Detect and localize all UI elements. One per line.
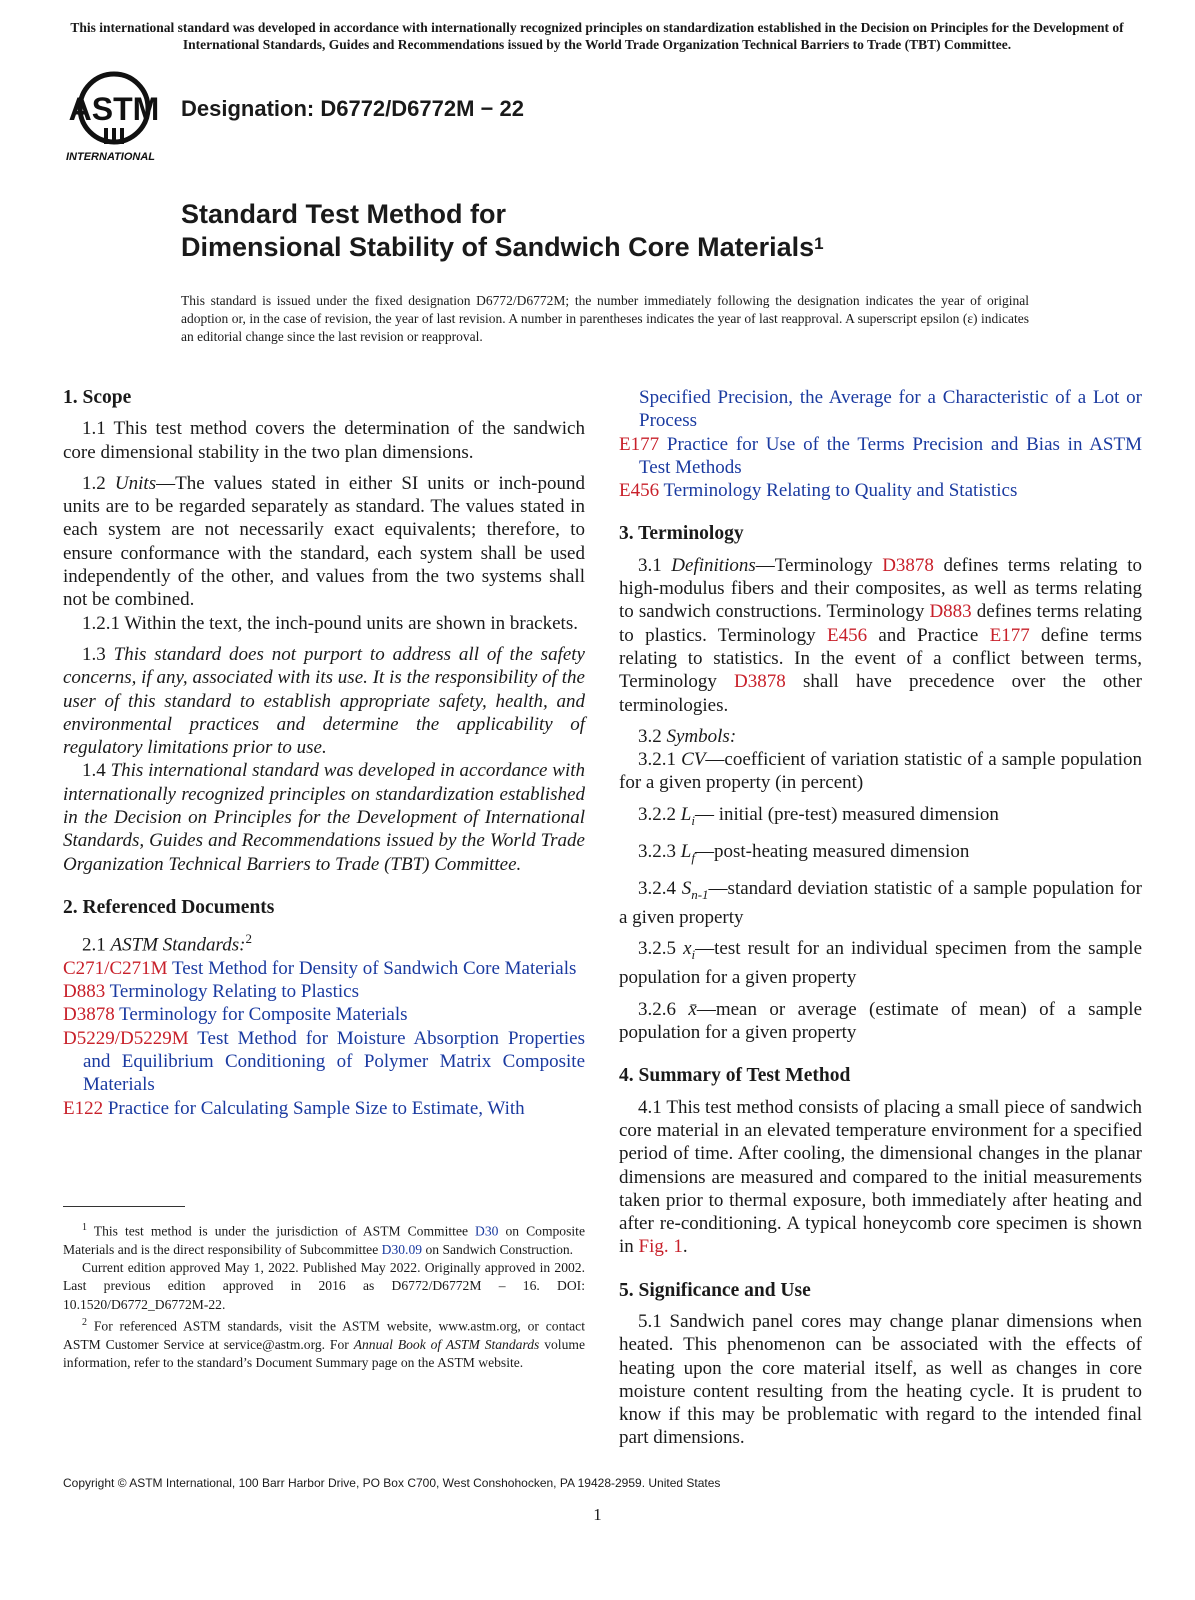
reference-link-continued[interactable]: Specified Precision, the Average for a Characteristic of a Lot or Process — [639, 387, 1142, 432]
link-d3878[interactable]: D3878 — [734, 671, 786, 693]
link-e177[interactable]: E177 — [989, 624, 1030, 646]
document-title — [181, 198, 824, 264]
astm-logo — [66, 70, 166, 166]
page-number: 1 — [593, 1505, 602, 1524]
symbol-lf: 3.2.3 $L_f—post$-heating measured dimension — [638, 840, 970, 865]
para-1-2-1: 1.2.1 Within the text, the inch-pound units are shown in brackets. — [82, 612, 578, 634]
para-3-2: 3.2 Symbols: — [638, 725, 737, 747]
section-heading-terminology: 3. Terminology — [619, 523, 744, 545]
title-line-2: Dimensional Stability of Sandwich Core Materials$^1$ — [181, 232, 824, 262]
symbol-xbar: 3.2.6 x̄—mean or average (estimate of mean) of a sample population for a given property — [619, 998, 1142, 1044]
right-column — [619, 386, 1142, 1450]
designation: Designation: D6772/D6772M − 22 — [181, 96, 524, 121]
symbol-li: 3.2.2 $L_i—$ initial (pre-test) measured dimension — [638, 803, 999, 828]
para-2-1: 2.1 ASTM Standards:$^2$ — [82, 931, 252, 956]
header-notice: This international standard was developed in accordance with internationally recognized principles on standardization established in the Decision on Principles for the Development of International Standards, Guides and Recommendations issued by the World Trade Organization Technical Barriers to Trade (TBT) Committee. — [70, 20, 1124, 52]
footnote-1: $^1$ This test method is under the jurisdiction of ASTM Committee D30 on Composite Materials and is the direct responsibility of Subcommittee D30.09 on Sandwich Construction. — [63, 1222, 585, 1257]
para-3-1: 3.1 Definitions—Terminology D3878 defines terms relating to high-modulus fibers and their composites, as well as terms relating to sandwich constructions. Terminology D883 defines terms relating to plastics. Terminology E456 and Practice E177 define terms relating to statistics. In the event of a conflict between terms, Terminology D3878 shall have precedence over the other terminologies. — [619, 554, 1143, 716]
reference-link[interactable]: E177 Practice for Use of the Terms Precision and Bias in ASTM Test Methods — [619, 433, 1142, 478]
reference-link[interactable]: C271/C271M Test Method for Density of Sandwich Core Materials — [63, 957, 577, 979]
symbol-sn-1: 3.2.4 $S_{n-1}—standard$ deviation statistic of a sample population for a given property — [619, 877, 1143, 929]
reference-link[interactable]: E456 Terminology Relating to Quality and Statistics — [619, 480, 1018, 502]
link-e456[interactable]: E456 — [826, 624, 868, 646]
symbol-cv: 3.2.1 CV—coefficient of variation statistic of a sample population for a given property (in percent) — [619, 749, 1142, 794]
footnote-2: $^2$ For referenced ASTM standards, visit the ASTM website, www.astm.org, or contact ASTM Customer Service at service@astm.org. For Annual Book of ASTM Standards volume information, refer to the standard’s Document Summary page on the ASTM website. — [63, 1317, 585, 1371]
copyright-line: Copyright © ASTM International, 100 Barr Harbor Drive, PO Box C700, West Conshohocken, PA 19428-2959. United States — [63, 1476, 721, 1490]
para-1-2: 1.2 Units—The values stated in either SI units or inch-pound units are to be regarded separately as standard. The values stated in each system are not necessarily exact equivalents; therefore, to ensure conformance with the standard, each system shall be used independently of the other, and values from the two systems shall not be combined. — [63, 472, 586, 611]
link-d883[interactable]: D883 — [929, 601, 972, 623]
link-d30[interactable]: D30 — [475, 1223, 499, 1239]
issuance-note: This standard is issued under the fixed designation D6772/D6772M; the number immediately following the designation indicates the year of original adoption or, in the case of revision, the year of last revision. A number in parentheses indicates the year of last reapproval. A superscript epsilon (ε) indicates an editorial change since the last revision or reapproval. — [181, 293, 1029, 344]
para-5-1: 5.1 Sandwich panel cores may change planar dimensions when heated. This phenomenon can be associated with the effects of heating upon the core material itself, as well as changes in core moisture content resulting from the heating cycle. It is prudent to know if this may be problematic with regard to the intended final part dimensions. — [619, 1310, 1142, 1449]
section-heading-scope: 1. Scope — [63, 387, 132, 408]
svg-text:INTERNATIONAL: INTERNATIONAL — [66, 151, 156, 163]
para-1-3: 1.3 This standard does not purport to address all of the safety concerns, if any, associated with its use. It is the responsibility of the user of this standard to establish appropriate safety, health, and environmental practices and determine the applicability of regulatory limitations prior to use. — [63, 643, 585, 759]
section-heading-summary: 4. Summary of Test Method — [619, 1065, 851, 1087]
left-column — [63, 386, 585, 1120]
footnote-divider — [63, 1206, 185, 1207]
para-1-1: 1.1 This test method covers the determination of the sandwich core dimensional stability in the two plan dimensions. — [63, 418, 585, 463]
reference-link[interactable]: D883 Terminology Relating to Plastics — [63, 981, 359, 1003]
link-d3878[interactable]: D3878 — [882, 554, 934, 576]
section-heading-referenced-documents: 2. Referenced Documents — [63, 896, 275, 918]
svg-text:ASTM: ASTM — [68, 91, 160, 127]
footnotes — [63, 1219, 585, 1372]
para-1-4: 1.4 This international standard was developed in accordance with internationally recognized principles on standardization established in the Decision on Principles for the Development of International Standards, Guides and Recommendations issued by the World Trade Organization Technical Barriers to Trade (TBT) Committee. — [63, 760, 585, 875]
para-4-1: 4.1 This test method consists of placing a small piece of sandwich core material in an elevated temperature environment for a specified period of time. After cooling, the dimensional changes in the planar dimensions are measured and compared to the initial measurements taken prior to thermal exposure, both immediately after heating and after re-conditioning. A typical honeycomb core specimen is shown in Fig. 1. — [619, 1096, 1142, 1258]
link-d30-09[interactable]: D30.09 — [381, 1241, 423, 1257]
footnote-edition: Current edition approved May 1, 2022. Published May 2022. Originally approved in 2002. Last previous edition approved in 2016 as D6772/D6772M – 16. DOI: 10.1520/D6772_D6772M-22. — [63, 1260, 585, 1312]
symbol-xi: 3.2.5 $x_i—test$ result for an individual specimen from the sample population for a given property — [619, 938, 1143, 989]
title-line-1: Standard Test Method for — [181, 199, 507, 229]
reference-link[interactable]: D3878 Terminology for Composite Materials — [63, 1004, 408, 1026]
section-heading-significance: 5. Significance and Use — [619, 1279, 811, 1301]
reference-link[interactable]: E122 Practice for Calculating Sample Size to Estimate, With — [63, 1097, 525, 1119]
reference-link[interactable]: D5229/D5229M Test Method for Moisture Absorption Properties and Equilibrium Conditioning of Polymer Matrix Composite Materials — [63, 1027, 585, 1096]
link-fig-1[interactable]: Fig. 1 — [638, 1236, 683, 1258]
title-footnote-mark: 1 — [814, 234, 824, 253]
